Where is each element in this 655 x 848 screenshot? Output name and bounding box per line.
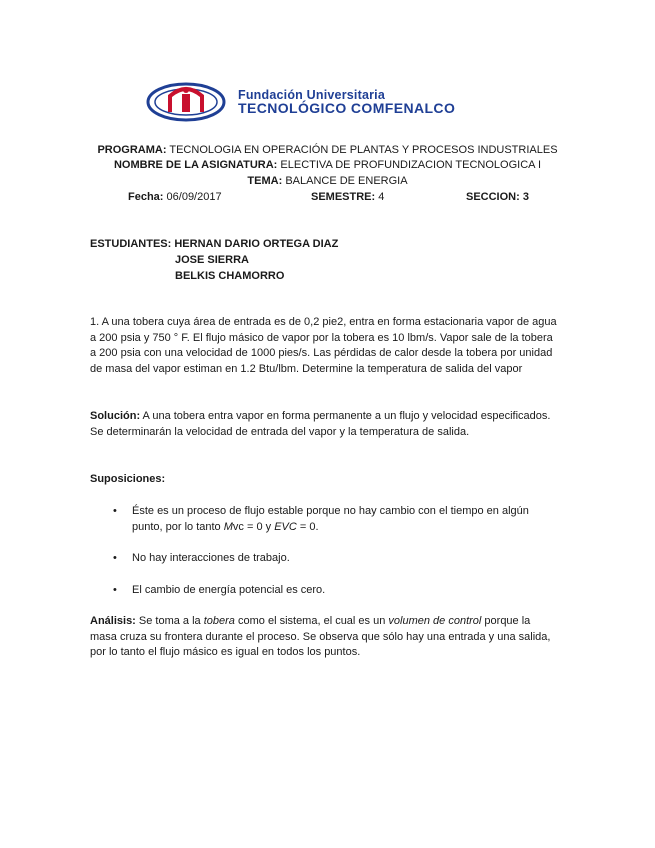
problem-statement: 1. A una tobera cuya área de entrada es de 0,2 pie2, entra en forma estacionaria vapor de agua a 200 psia y 750 ° F. El flujo másico de vapor por la tobera es 10 lbm/s. Vapor sale de la tobera a 200 psia con una velocidad de 1000 pies/s. Las pérdidas de calor desde la tobera por unidad de masa del vapor estiman en 1.2 Btu/lbm. Determine la temperatura de salida del vapor <box>90 316 557 375</box>
date-value: 06/09/2017 <box>166 191 222 203</box>
section-field <box>466 190 529 204</box>
student-name: BELKIS CHAMORRO <box>175 270 285 282</box>
program-label: PROGRAMA: <box>97 144 167 156</box>
analysis-paragraph <box>90 614 560 661</box>
logo-line-1: Fundación Universitaria <box>238 88 385 102</box>
student-name: JOSE SIERRA <box>175 254 249 266</box>
bullet-icon: • <box>113 505 117 517</box>
program-line <box>0 143 655 157</box>
assumption-text: = 0. <box>296 520 319 533</box>
semester-value: 4 <box>378 191 385 203</box>
analysis-emphasis: volumen de control <box>388 615 482 627</box>
semester-label: SEMESTRE: <box>311 191 376 203</box>
analysis-text: Se toma a la <box>135 615 204 627</box>
analysis-label: Análisis: <box>90 615 136 627</box>
mass-symbol: M <box>223 520 233 533</box>
course-line <box>0 158 655 172</box>
assumption-item: El cambio de energía potencial es cero. <box>132 584 326 596</box>
analysis-text: porque la masa cruza su frontera durante el proceso. Se observa que sólo hay una entrada y una salida, por lo tanto el flujo másico es igual en todos los puntos. <box>90 615 551 658</box>
assumption-item: No hay interacciones de trabajo. <box>132 552 290 564</box>
assumption-text: vc = 0 y <box>232 520 275 533</box>
solution-paragraph <box>90 409 560 440</box>
topic-value: BALANCE DE ENERGIA <box>285 175 408 187</box>
date-label: Fecha: <box>128 191 164 203</box>
students-label: ESTUDIANTES: <box>90 238 172 250</box>
solution-label: Solución: <box>90 410 141 422</box>
assumption-item <box>132 504 557 535</box>
assumption-text: Éste es un proceso de flujo estable porque no hay cambio con el tiempo en algún punto, por lo tanto <box>132 505 529 533</box>
date-field <box>128 190 222 204</box>
assumptions-title: Suposiciones: <box>90 473 166 485</box>
topic-label: TEMA: <box>247 175 283 187</box>
program-value: TECNOLOGIA EN OPERACIÓN DE PLANTAS Y PROCESOS INDUSTRIALES <box>169 144 558 156</box>
solution-text: A una tobera entra vapor en forma permanente a un flujo y velocidad especificados. Se determinarán la velocidad de entrada del vapor y la temperatura de salida. <box>90 410 551 438</box>
course-label: NOMBRE DE LA ASIGNATURA: <box>113 159 278 171</box>
course-value: ELECTIVA DE PROFUNDIZACION TECNOLOGICA I <box>280 159 542 171</box>
students-line <box>90 237 338 251</box>
analysis-text: como el sistema, el cual es un <box>234 615 389 627</box>
semester-field <box>311 190 384 204</box>
logo-emblem-icon <box>146 80 238 124</box>
topic-line <box>0 174 655 188</box>
institution-logo <box>146 80 516 124</box>
bullet-icon: • <box>113 552 117 564</box>
energy-symbol: EVC <box>274 520 297 533</box>
analysis-emphasis: tobera <box>203 615 235 627</box>
bullet-icon: • <box>113 584 117 596</box>
logo-line-2: TECNOLÓGICO COMFENALCO <box>238 100 456 116</box>
student-name: HERNAN DARIO ORTEGA DIAZ <box>174 238 339 250</box>
section-label: SECCION: 3 <box>466 191 529 203</box>
